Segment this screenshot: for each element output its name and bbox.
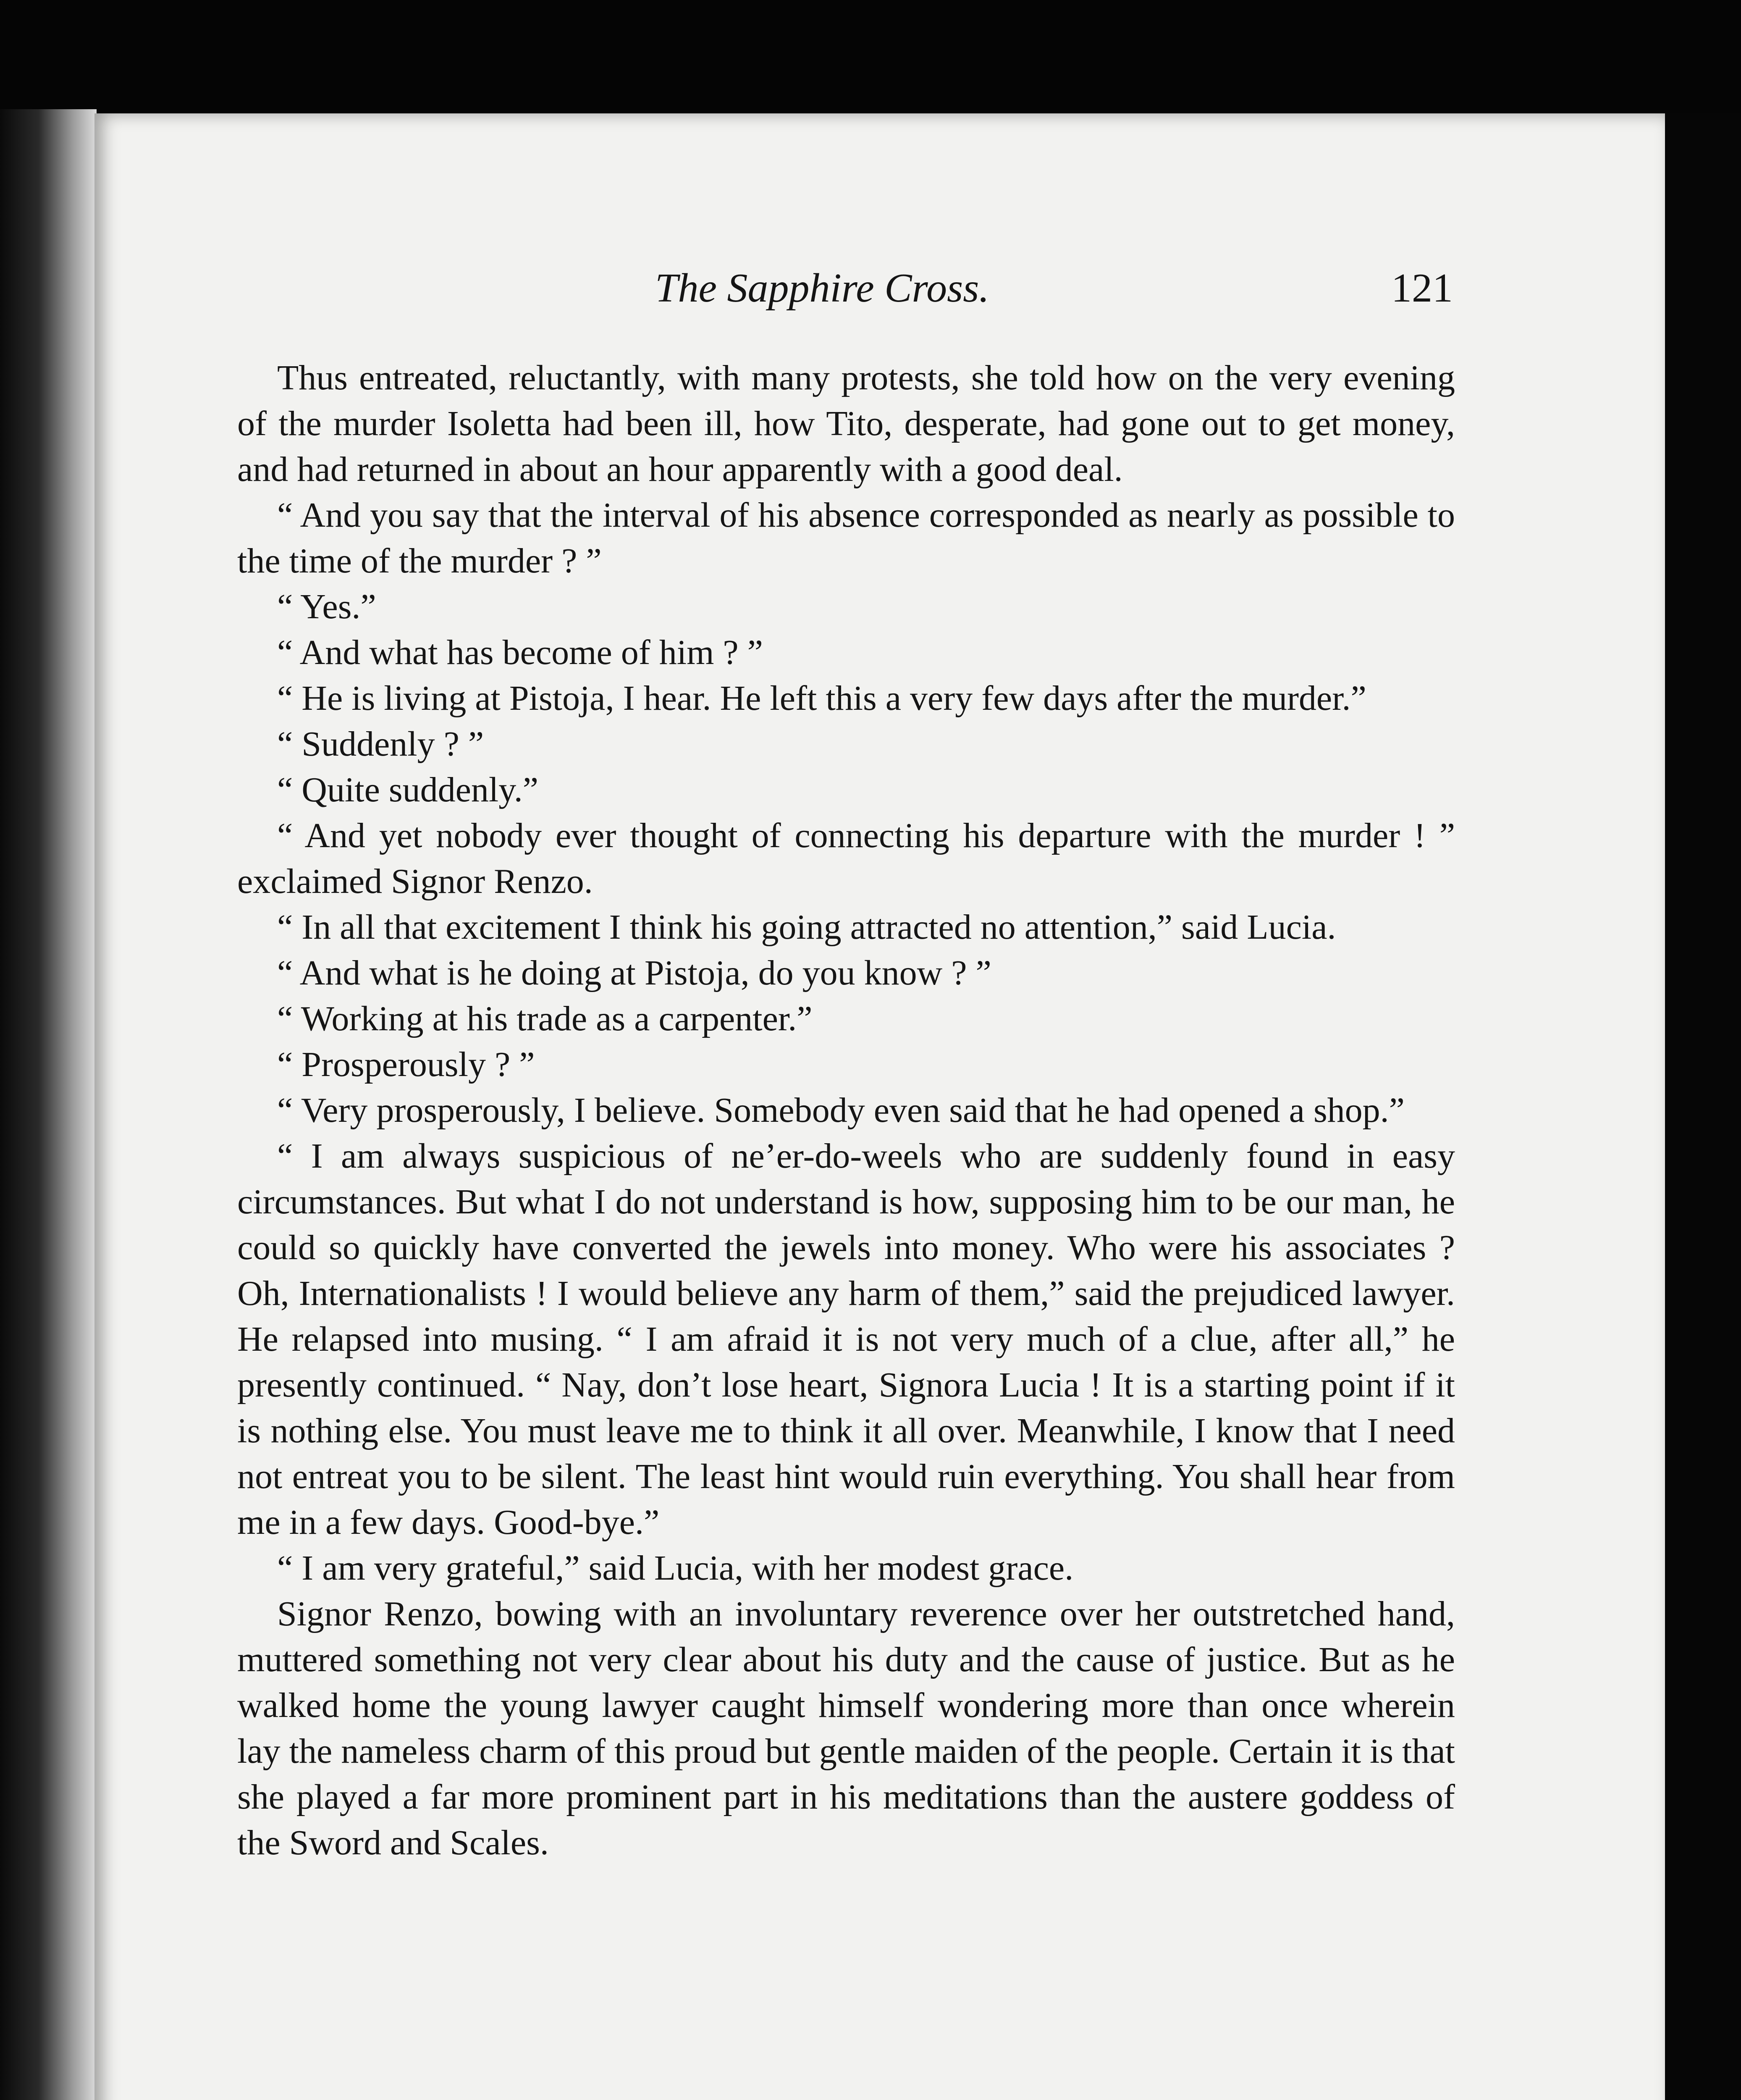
paragraph: “ Yes.” [277,587,376,626]
paragraph: “ And you say that the interval of his absence corresponded as nearly as possible to the time of the murder ? ” [237,496,1455,580]
paragraph: “ Very prosperously, I believe. Somebody even said that he had opened a shop.” [277,1091,1405,1130]
paragraph: “ And what has become of him ? ” [277,633,763,672]
paragraph: “ In all that excitement I think his going attracted no attention,” said Lucia. [277,908,1336,947]
paragraph: “ I am very grateful,” said Lucia, with her modest grace. [277,1549,1074,1588]
paragraph: “ Working at his trade as a carpenter.” [277,999,813,1038]
body-text [237,355,1455,1866]
paragraph: “ Prosperously ? ” [277,1045,535,1084]
paragraph: “ I am always suspicious of ne’er-do-weels who are suddenly found in easy circumstances. But what I do not understand is how, supposing him to be our man, he could so quickly have converted the jewels into money. Who were his associates ? Oh, Internationalists ! I would believe any harm of them,” said the prejudiced lawyer. He relapsed into musing. “ I am afraid it is not very much of a clue, after all,” he presently continued. “ Nay, don’t lose heart, Signora Lucia ! It is a starting point if it is nothing else. You must leave me to think it all over. Meanwhile, I know that I need not entreat you to be silent. The least hint would ruin everything. You shall hear from me in a few days. Good-bye.” [237,1137,1455,1542]
paragraph: Signor Renzo, bowing with an involuntary reverence over her outstretched hand, muttered something not very clear about his duty and the cause of justice. But as he walked home the young lawyer caught himself wondering more than once wherein lay the nameless charm of this proud but gentle maiden of the people. Certain it is that she played a far more prominent part in his meditations than the austere goddess of the Sword and Scales. [237,1594,1455,1862]
page-header [655,265,1453,323]
running-title: The Sapphire Cross. [655,265,989,311]
paragraph: “ Quite suddenly.” [277,770,539,809]
right-scan-border [1665,113,1741,2100]
page-number: 121 [1391,265,1453,311]
paragraph: “ And yet nobody ever thought of connecting his departure with the murder ! ” exclaimed Signor Renzo. [237,816,1455,901]
left-page-edge [0,109,97,2100]
paragraph: “ And what is he doing at Pistoja, do you know ? ” [277,953,991,992]
paragraph: “ He is living at Pistoja, I hear. He left this a very few days after the murder.” [277,679,1366,718]
paragraph: “ Suddenly ? ” [277,724,484,764]
paragraph: Thus entreated, reluctantly, with many protests, she told how on the very evening of the murder Isoletta had been ill, how Tito, desperate, had gone out to get money, and had returned in about an hour apparently with a good deal. [237,358,1455,489]
